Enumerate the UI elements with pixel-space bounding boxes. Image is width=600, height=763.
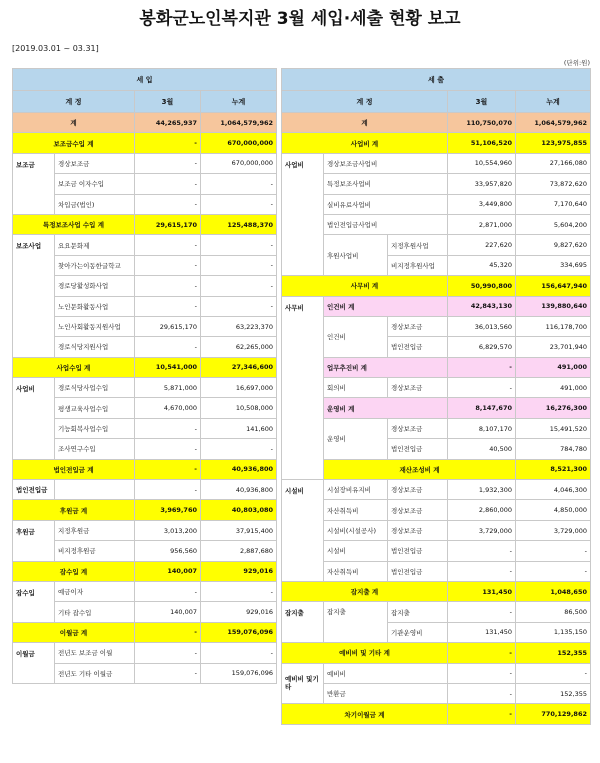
table-row: 평생교육사업수입 4,670,000 10,508,000 [13, 398, 277, 418]
income-header-account: 계 정 [13, 91, 135, 113]
report-title: 봉화군노인복지관 3월 세입·세출 현황 보고 [139, 9, 461, 29]
expense-subtotal-row: 재산조성비 계 8,521,300 [282, 459, 591, 479]
income-total-row: 계 44,265,937 1,064,579,962 [13, 113, 277, 133]
table-row: 법인전입금사업비 2,871,000 5,604,200 [282, 214, 591, 234]
expense-table [281, 68, 591, 725]
table-row: 법인전입금 - 40,936,800 [13, 480, 277, 500]
table-row: 보조사업 요요문화제 - - [13, 235, 277, 255]
table-row: 특정보조사업비 33,957,820 73,872,620 [282, 174, 591, 194]
expense-group-row: 업무추진비 계 - 491,000 [282, 357, 591, 377]
income-subtotal-row: 이월금 계 - 159,076,096 [13, 622, 277, 642]
table-row: 자산취득비 경상보조금 2,860,000 4,850,000 [282, 500, 591, 520]
table-row: 운영비 경상보조금 8,107,170 15,491,520 [282, 418, 591, 438]
table-row: 비지정후원금 956,560 2,887,680 [13, 541, 277, 561]
expense-section-header: 세 출 [282, 69, 591, 91]
table-row: 후원사업비 지정후원사업 227,620 9,827,620 [282, 235, 591, 255]
expense-header-account: 계 정 [282, 91, 448, 113]
table-row: 예비비 및기타 예비비 - - [282, 663, 591, 683]
table-row: 사업비 경로식당사업수입 5,871,000 16,697,000 [13, 378, 277, 398]
income-subtotal-row: 법인전입금 계 - 40,936,800 [13, 459, 277, 479]
table-row: 비지정후원사업 45,320 334,695 [282, 255, 591, 275]
table-row: 인건비 경상보조금 36,013,560 116,178,700 [282, 316, 591, 336]
income-header-march: 3월 [135, 91, 201, 113]
income-section-header: 세 입 [13, 69, 277, 91]
expense-subtotal-row: 잡지출 계 131,450 1,048,650 [282, 581, 591, 601]
table-row: 회의비 경상보조금 - 491,000 [282, 378, 591, 398]
table-row: 찾아가는이동한글학교 - - [13, 255, 277, 275]
unit-label: (단위:원) [563, 59, 590, 67]
table-row: 이월금 전년도 보조금 이월 - - [13, 643, 277, 663]
table-row: 노인문화활동사업 - - [13, 296, 277, 316]
table-row: 시설비(시설공사) 경상보조금 3,729,000 3,729,000 [282, 520, 591, 540]
table-row: 기타 잡수입 140,007 929,016 [13, 602, 277, 622]
expense-header-march: 3월 [448, 91, 516, 113]
table-row: 노인사회활동지원사업 29,615,170 63,223,370 [13, 316, 277, 336]
income-subtotal-row: 보조금수입 계 - 670,000,000 [13, 133, 277, 153]
table-row: 법인전입금 6,829,570 23,701,940 [282, 337, 591, 357]
table-row: 시설비 시설장비유지비 경상보조금 1,932,300 4,046,300 [282, 480, 591, 500]
expense-subtotal-row: 사무비 계 50,990,800 156,647,940 [282, 276, 591, 296]
table-row: 실비유료사업비 3,449,800 7,170,640 [282, 194, 591, 214]
table-row: 자산취득비 법인전입금 - - [282, 561, 591, 581]
table-row: 조사연구수입 - - [13, 439, 277, 459]
income-header-cum: 누계 [201, 91, 277, 113]
table-row: 경로당활성화사업 - - [13, 276, 277, 296]
expense-subtotal-row: 예비비 및 기타 계 - 152,355 [282, 643, 591, 663]
table-row: 전년도 기타 이월금 - 159,076,096 [13, 663, 277, 683]
income-subtotal-row: 잡수입 계 140,007 929,016 [13, 561, 277, 581]
expense-subtotal-row: 차기이월금 계 - 770,129,862 [282, 704, 591, 724]
table-row: 기관운영비 131,450 1,135,150 [282, 622, 591, 642]
expense-total-row: 계 110,750,070 1,064,579,962 [282, 113, 591, 133]
table-row: 보조금 이자수입 - - [13, 174, 277, 194]
expense-group-row: 사무비 인건비 계 42,843,130 139,880,640 [282, 296, 591, 316]
table-row: 후원금 지정후원금 3,013,200 37,915,400 [13, 520, 277, 540]
table-row: 기능회복사업수입 - 141,600 [13, 418, 277, 438]
table-row: 잡지출 잡지출 잡지출 - 86,500 [282, 602, 591, 622]
table-row: 보조금 경상보조금 - 670,000,000 [13, 153, 277, 173]
expense-header-cum: 누계 [516, 91, 591, 113]
income-subtotal-row: 사업수입 계 10,541,000 27,346,600 [13, 357, 277, 377]
table-row: 사업비 경상보조금사업비 10,554,960 27,166,080 [282, 153, 591, 173]
table-row: 잡수입 예금이자 - - [13, 581, 277, 601]
income-subtotal-row: 특정보조사업 수입 계 29,615,170 125,488,370 [13, 214, 277, 234]
expense-subtotal-row: 사업비 계 51,106,520 123,975,855 [282, 133, 591, 153]
income-subtotal-row: 후원금 계 3,969,760 40,803,080 [13, 500, 277, 520]
table-row: 차입금(법인) - - [13, 194, 277, 214]
table-row: 법인전입금 40,500 784,780 [282, 439, 591, 459]
report-period: [2019.03.01 ~ 03.31] [12, 44, 99, 53]
table-row: 시설비 법인전입금 - - [282, 541, 591, 561]
expense-group-row: 운영비 계 8,147,670 16,276,300 [282, 398, 591, 418]
income-table [12, 68, 277, 684]
table-row: 경로식당지원사업 - 62,265,000 [13, 337, 277, 357]
table-row: 반환금 - 152,355 [282, 683, 591, 703]
